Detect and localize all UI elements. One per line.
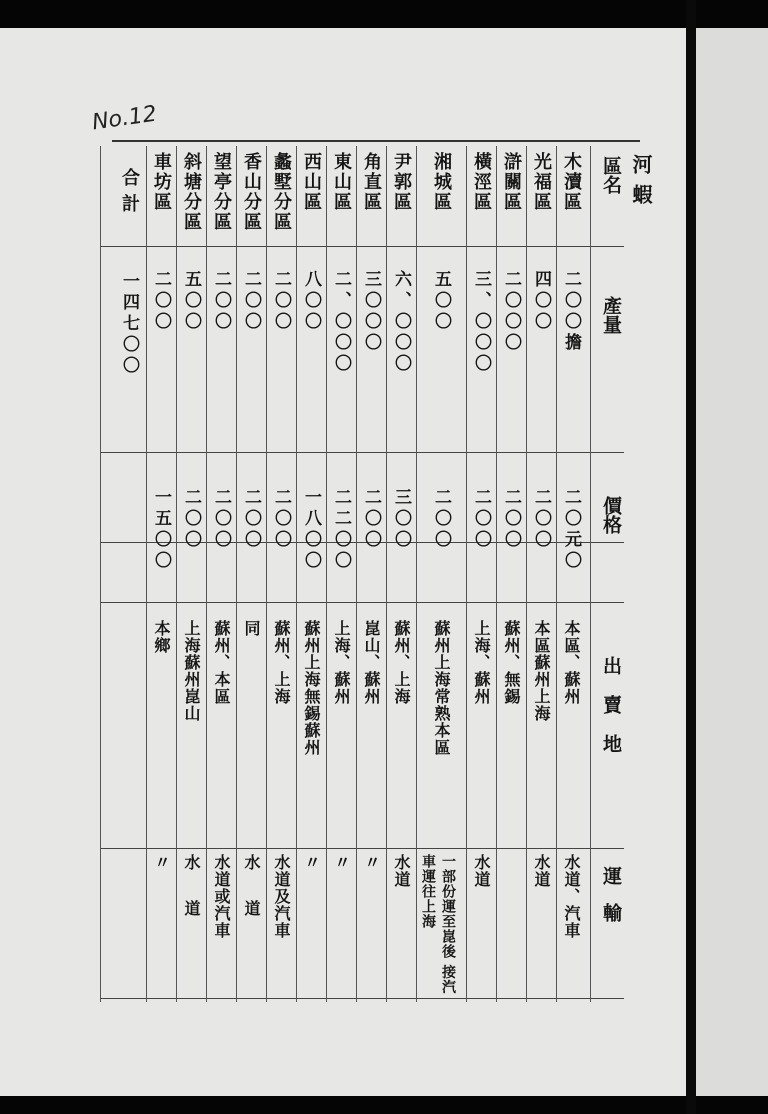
row-xiangcheng: 湘城區 五〇〇 二〇〇 蘇州上海常熟本區 一部份運至崑後 接汽車運往上海 (420, 152, 456, 995)
header-name: 區名 (600, 156, 622, 194)
rule-after-price (100, 602, 624, 603)
table-top-rule (112, 140, 640, 142)
header-market: 出賣地 (600, 656, 622, 773)
production-table: 區名 產量 價格 出賣地 運輸 木瀆區 二〇〇擔 二〇元〇 本區、蘇州 水道、汽車 光福區 四〇〇 二〇〇 本區蘇州上海 水道 滸關區 二〇〇〇 二〇〇 蘇州、無錫 橫涇區 三、〇〇〇 二〇〇 上海、蘇州 水道 湘城區 五〇〇 二〇〇 蘇州上海常熟本區 一部份運至崑後 接汽車運往上海 尹郭區 六、〇〇〇 三〇〇 蘇州、上海 水道 角直區 三〇〇〇 二〇〇 崑山、蘇州 〃 東山區 二、〇〇〇 二二〇〇 上海、蘇州 〃 西山區 八〇〇 一八〇〇 蘇州上海無錫蘇州 〃 蠡墅分區 二〇〇 二〇〇 蘇州、上海 水道及汽車 香山分區 二〇〇 二〇〇 同 水道 望亭分區 二〇〇 二〇〇 蘇州、本區 水道或汽車 斜塘分區 五〇〇 二〇〇 上海蘇州崑山 水道 車坊區 二〇〇 一五〇〇 本鄉 〃 合計 一四七〇〇 (100, 146, 624, 1002)
facing-page-edge (696, 28, 768, 1096)
page-stamp: No.12 (90, 101, 159, 136)
page-gutter (686, 0, 696, 1114)
header-transport: 運輸 (600, 866, 622, 940)
header-price: 價格 (600, 496, 622, 534)
rule-after-market (100, 848, 624, 849)
rule-after-names (100, 246, 624, 247)
table-title: 河蝦 (629, 154, 653, 214)
header-amount: 產量 (600, 296, 622, 334)
rule-after-amount (100, 452, 624, 453)
rule-bottom (100, 998, 624, 999)
